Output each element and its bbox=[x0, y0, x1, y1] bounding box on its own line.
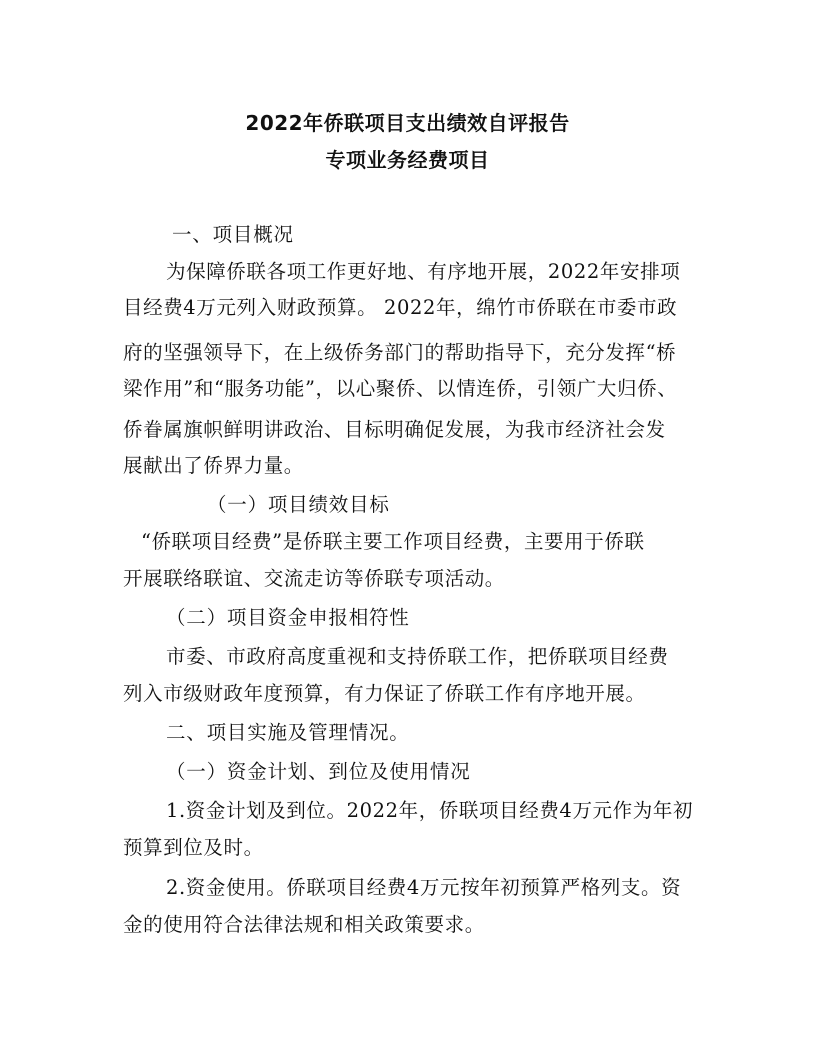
section-1-paragraph-line: 展献出了侨界力量。 bbox=[123, 454, 304, 477]
subsection-goal-heading: （一）项目绩效目标 bbox=[207, 493, 390, 516]
subsection-goal-line: 开展联络联谊、交流走访等侨联专项活动。 bbox=[123, 567, 505, 590]
section-1-paragraph-line: 府的坚强领导下，在上级侨务部门的帮助指导下，充分发挥“桥 bbox=[123, 341, 677, 364]
item-1-line: 1.资金计划及到位。2022年，侨联项目经费4万元作为年初 bbox=[166, 799, 694, 822]
subsection-funding-heading: （二）项目资金申报相符性 bbox=[166, 606, 410, 629]
item-2-line: 金的使用符合法律法规和相关政策要求。 bbox=[123, 913, 485, 936]
section-1-paragraph-line: 梁作用”和“服务功能”，以心聚侨、以情连侨，引领广大归侨、 bbox=[123, 377, 678, 400]
section-2-heading: 二、项目实施及管理情况。 bbox=[166, 721, 410, 744]
item-2-line: 2.资金使用。侨联项目经费4万元按年初预算严格列支。资 bbox=[166, 876, 682, 899]
item-1-line: 预算到位及时。 bbox=[123, 836, 264, 859]
section-1-paragraph-line: 侨眷属旗帜鲜明讲政治、目标明确促发展，为我市经济社会发 bbox=[123, 418, 666, 441]
subsection-funding-line: 市委、市政府高度重视和支持侨联工作，把侨联项目经费 bbox=[166, 645, 669, 668]
document-title: 2022年侨联项目支出绩效自评报告 bbox=[245, 111, 570, 135]
section-1-paragraph-line: 为保障侨联各项工作更好地、有序地开展，2022年安排项 bbox=[166, 260, 681, 283]
section-1-heading: 一、项目概况 bbox=[172, 223, 294, 246]
subsection-funds-heading: （一）资金计划、到位及使用情况 bbox=[166, 760, 471, 783]
subsection-funding-line: 列入市级财政年度预算，有力保证了侨联工作有序地开展。 bbox=[123, 682, 646, 705]
section-1-paragraph-line: 目经费4万元列入财政预算。 2022年，绵竹市侨联在市委市政 bbox=[123, 296, 678, 319]
subsection-goal-line: “侨联项目经费”是侨联主要工作项目经费，主要用于侨联 bbox=[141, 530, 645, 553]
document-subtitle: 专项业务经费项目 bbox=[325, 148, 490, 172]
